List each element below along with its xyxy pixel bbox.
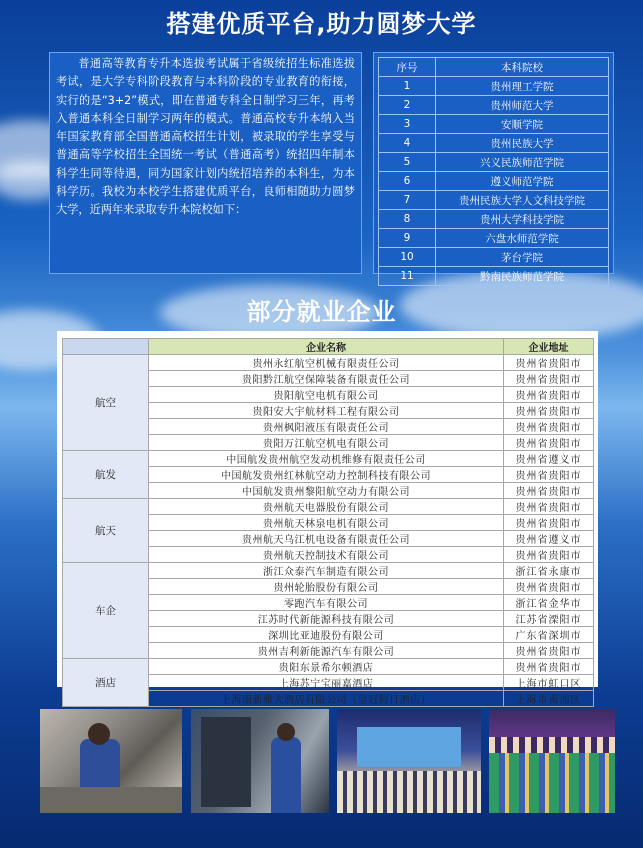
machining-photo — [191, 709, 329, 813]
school-index-cell: 3 — [379, 115, 436, 134]
school-name-cell: 黔南民族师范学院 — [436, 267, 609, 286]
table-row — [379, 267, 609, 286]
table-row — [63, 451, 594, 467]
table-row — [63, 499, 594, 515]
school-name-cell: 贵州师范大学 — [436, 96, 609, 115]
company-name-cell: 浙江众泰汽车制造有限公司 — [149, 563, 504, 579]
column-header-company: 企业名称 — [149, 339, 504, 355]
company-address-cell: 浙江省永康市 — [504, 563, 594, 579]
category-cell: 酒店 — [63, 659, 149, 707]
company-address-cell: 贵州省贵阳市 — [504, 419, 594, 435]
company-name-cell: 深圳比亚迪股份有限公司 — [149, 627, 504, 643]
table-row — [379, 115, 609, 134]
school-table — [378, 57, 609, 286]
table-row — [63, 563, 594, 579]
category-cell: 航发 — [63, 451, 149, 499]
table-row — [379, 172, 609, 191]
company-name-cell: 贵州吉利新能源汽车有限公司 — [149, 643, 504, 659]
school-index-cell: 10 — [379, 248, 436, 267]
dance-photo — [489, 709, 615, 813]
company-address-cell: 江苏省溧阳市 — [504, 611, 594, 627]
company-name-cell: 中国航发贵州航空发动机维修有限责任公司 — [149, 451, 504, 467]
school-index-cell: 5 — [379, 153, 436, 172]
company-name-cell: 贵州航天乌江机电设备有限责任公司 — [149, 531, 504, 547]
table-row — [379, 96, 609, 115]
company-name-cell: 贵阳东景希尔顿酒店 — [149, 659, 504, 675]
school-name-cell: 贵州大学科技学院 — [436, 210, 609, 229]
table-row — [379, 134, 609, 153]
table-row — [379, 248, 609, 267]
company-name-cell: 贵州枫阳液压有限责任公司 — [149, 419, 504, 435]
table-row — [63, 355, 594, 371]
category-cell: 航空 — [63, 355, 149, 451]
company-address-cell: 广东省深圳市 — [504, 627, 594, 643]
table-row — [379, 77, 609, 96]
company-address-cell: 贵州省贵阳市 — [504, 403, 594, 419]
company-name-cell: 中国航发贵州黎阳航空动力有限公司 — [149, 483, 504, 499]
company-address-cell: 贵州省贵阳市 — [504, 355, 594, 371]
column-header-index: 序号 — [379, 58, 436, 77]
company-address-cell: 贵州省贵阳市 — [504, 499, 594, 515]
company-address-cell: 贵州省贵阳市 — [504, 435, 594, 451]
school-index-cell: 6 — [379, 172, 436, 191]
school-name-cell: 贵州民族大学人文科技学院 — [436, 191, 609, 210]
school-name-cell: 六盘水师范学院 — [436, 229, 609, 248]
company-address-cell: 浙江省金华市 — [504, 595, 594, 611]
company-name-cell: 江苏时代新能源科技有限公司 — [149, 611, 504, 627]
school-index-cell: 1 — [379, 77, 436, 96]
company-address-cell: 上海市黄浦区 — [504, 691, 594, 707]
school-index-cell: 9 — [379, 229, 436, 248]
company-name-cell: 贵州航天林泉电机有限公司 — [149, 515, 504, 531]
school-index-cell: 4 — [379, 134, 436, 153]
company-address-cell: 贵州省贵阳市 — [504, 547, 594, 563]
company-address-cell: 贵州省遵义市 — [504, 531, 594, 547]
school-index-cell: 2 — [379, 96, 436, 115]
workshop-photo — [40, 709, 182, 813]
school-name-cell: 贵州理工学院 — [436, 77, 609, 96]
company-name-cell: 贵州轮胎股份有限公司 — [149, 579, 504, 595]
school-index-cell: 7 — [379, 191, 436, 210]
company-name-cell: 中国航发贵州红林航空动力控制科技有限公司 — [149, 467, 504, 483]
school-name-cell: 兴义民族师范学院 — [436, 153, 609, 172]
company-name-cell: 贵阳黔江航空保障装备有限责任公司 — [149, 371, 504, 387]
page-title: 搭建优质平台,助力圆梦大学 — [166, 10, 477, 38]
company-name-cell: 上海苏宁宝丽嘉酒店 — [149, 675, 504, 691]
company-address-cell: 贵州省贵阳市 — [504, 643, 594, 659]
category-cell: 航天 — [63, 499, 149, 563]
column-header-address: 企业地址 — [504, 339, 594, 355]
table-row — [379, 229, 609, 248]
table-row — [63, 659, 594, 675]
company-address-cell: 贵州省贵阳市 — [504, 659, 594, 675]
section-title: 部分就业企业 — [246, 298, 397, 326]
company-address-cell: 贵州省贵阳市 — [504, 387, 594, 403]
school-name-cell: 贵州民族大学 — [436, 134, 609, 153]
company-address-cell: 贵州省贵阳市 — [504, 371, 594, 387]
company-table-panel — [57, 331, 598, 706]
school-table-panel — [373, 52, 614, 283]
company-address-cell: 贵州省贵阳市 — [504, 515, 594, 531]
ceremony-photo — [337, 709, 481, 813]
company-address-cell: 贵州省遵义市 — [504, 451, 594, 467]
school-name-cell: 茅台学院 — [436, 248, 609, 267]
company-name-cell: 贵阳万江航空机电有限公司 — [149, 435, 504, 451]
column-header-school: 本科院校 — [436, 58, 609, 77]
school-name-cell: 遵义师范学院 — [436, 172, 609, 191]
table-row — [379, 153, 609, 172]
company-table — [62, 338, 594, 707]
intro-paragraph: 普通高等教育专升本选拔考试属于省级统招生标准选拔考试，是大学专科阶段教育与本科阶段的专业教育的衔接，实行的是“3+2”模式，即在普通专科全日制学习三年，再考入普通本科全日制学习两年的模式。普通高校专升本纳入当年国家教育部全国普通高校招生计划，被录取的学生享受与普通高等学校招生全国统一考试（普通高考）统招四年制本科学生同等待遇，同为国家计划内统招培养的本科生，为本科学历。我校为本校学生搭建优质平台，良师相随助力圆梦大学，近两年来录取专升本院校如下： — [49, 52, 362, 274]
company-address-cell: 贵州省贵阳市 — [504, 579, 594, 595]
school-name-cell: 安顺学院 — [436, 115, 609, 134]
column-header-category — [63, 339, 149, 355]
company-name-cell: 上海南新雅大酒店有限公司（皇冠假日酒店） — [149, 691, 504, 707]
table-row — [379, 191, 609, 210]
school-index-cell: 8 — [379, 210, 436, 229]
company-address-cell: 贵州省贵阳市 — [504, 483, 594, 499]
company-name-cell: 贵州永红航空机械有限责任公司 — [149, 355, 504, 371]
company-name-cell: 零跑汽车有限公司 — [149, 595, 504, 611]
company-name-cell: 贵州航天控制技术有限公司 — [149, 547, 504, 563]
school-index-cell: 11 — [379, 267, 436, 286]
table-row — [379, 210, 609, 229]
company-name-cell: 贵州航天电器股份有限公司 — [149, 499, 504, 515]
company-address-cell: 上海市虹口区 — [504, 675, 594, 691]
company-name-cell: 贵阳航空电机有限公司 — [149, 387, 504, 403]
category-cell: 车企 — [63, 563, 149, 659]
company-address-cell: 贵州省贵阳市 — [504, 467, 594, 483]
company-name-cell: 贵阳安大宇航材料工程有限公司 — [149, 403, 504, 419]
